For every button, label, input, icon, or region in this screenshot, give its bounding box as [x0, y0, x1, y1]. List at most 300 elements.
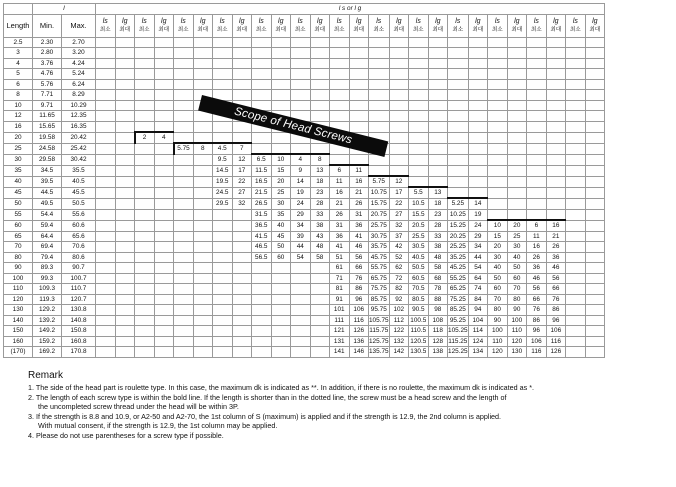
value-cell: 91: [330, 294, 350, 305]
table-row: [4, 263, 605, 274]
length-cell: 20: [4, 132, 33, 143]
sub-header-cell: [96, 14, 116, 37]
value-cell: 46.5: [252, 242, 272, 253]
value-cell: [585, 220, 605, 231]
value-cell: [585, 58, 605, 69]
value-cell: [468, 48, 488, 59]
sub-header-cell: [271, 14, 291, 37]
value-cell: [96, 187, 116, 198]
value-cell: [310, 69, 330, 80]
value-cell: 27: [232, 187, 252, 198]
table-row: [4, 79, 605, 90]
max-cell: 5.24: [62, 69, 96, 80]
value-cell: [174, 326, 194, 337]
value-cell: 38: [310, 220, 330, 231]
value-cell: 7: [232, 143, 252, 154]
value-cell: 6: [330, 165, 350, 176]
screw-length-table: [3, 3, 605, 358]
value-cell: 10.75: [369, 187, 390, 198]
value-cell: [174, 305, 194, 316]
value-cell: [448, 176, 469, 187]
value-cell: [252, 143, 272, 154]
value-cell: [252, 305, 272, 316]
value-cell: [527, 37, 547, 48]
value-cell: [213, 273, 233, 284]
value-cell: [389, 111, 409, 122]
max-cell: 160.8: [62, 336, 96, 347]
value-cell: 124: [468, 336, 488, 347]
sub-header-korean: 최대: [353, 26, 365, 33]
value-cell: 11: [349, 165, 369, 176]
value-cell: [349, 154, 369, 165]
value-cell: 40: [271, 220, 291, 231]
min-cell: 24.58: [33, 143, 62, 154]
value-cell: [585, 154, 605, 165]
sub-header-symbol: ls: [141, 17, 147, 25]
value-cell: [96, 37, 116, 48]
value-cell: [115, 132, 135, 143]
value-cell: [566, 315, 586, 326]
value-cell: [291, 90, 311, 101]
value-cell: [154, 111, 174, 122]
value-cell: 81: [330, 284, 350, 295]
value-cell: 10: [271, 154, 291, 165]
value-cell: [488, 165, 508, 176]
value-cell: 54: [291, 252, 311, 263]
value-cell: 30: [271, 198, 291, 209]
value-cell: 20: [507, 220, 527, 231]
min-cell: 5.76: [33, 79, 62, 90]
min-cell: 9.71: [33, 100, 62, 111]
value-cell: 128: [428, 336, 448, 347]
value-cell: [96, 242, 116, 253]
value-cell: [468, 111, 488, 122]
value-cell: 116: [349, 315, 369, 326]
value-cell: [154, 294, 174, 305]
length-cell: 16: [4, 121, 33, 132]
sub-header-korean: 최소: [333, 26, 345, 33]
value-cell: 100: [507, 315, 527, 326]
value-cell: [409, 69, 429, 80]
value-cell: [232, 326, 252, 337]
value-cell: 58: [310, 252, 330, 263]
value-cell: [232, 69, 252, 80]
value-cell: [115, 187, 135, 198]
max-cell: 150.8: [62, 326, 96, 337]
value-cell: [527, 90, 547, 101]
sub-header-korean: 최소: [570, 26, 581, 33]
value-cell: [115, 336, 135, 347]
value-cell: [349, 69, 369, 80]
value-cell: [115, 176, 135, 187]
min-cell: 109.3: [33, 284, 62, 295]
sub-header-symbol: lg: [396, 17, 402, 25]
max-header: Max.: [62, 14, 96, 37]
value-cell: [310, 336, 330, 347]
min-cell: 19.58: [33, 132, 62, 143]
value-cell: 16.5: [252, 176, 272, 187]
value-cell: 88: [428, 294, 448, 305]
value-cell: [135, 90, 155, 101]
value-cell: [448, 90, 469, 101]
value-cell: 41.5: [252, 231, 272, 242]
value-cell: 19: [468, 209, 488, 220]
value-cell: 21: [330, 198, 350, 209]
value-cell: [96, 273, 116, 284]
value-cell: [174, 79, 194, 90]
table-row: [4, 187, 605, 198]
value-cell: [174, 69, 194, 80]
value-cell: [213, 69, 233, 80]
value-cell: [428, 132, 448, 143]
value-cell: [252, 347, 272, 358]
table-row: [4, 326, 605, 337]
value-cell: [291, 48, 311, 59]
value-cell: [96, 48, 116, 59]
value-cell: [468, 79, 488, 90]
value-cell: [174, 90, 194, 101]
value-cell: [349, 100, 369, 111]
value-cell: [507, 209, 527, 220]
value-cell: [115, 209, 135, 220]
min-cell: 2.30: [33, 37, 62, 48]
value-cell: 21: [546, 231, 566, 242]
value-cell: [154, 143, 174, 154]
value-cell: [566, 121, 586, 132]
value-cell: [546, 187, 566, 198]
length-cell: 130: [4, 305, 33, 316]
value-cell: [96, 336, 116, 347]
value-cell: [135, 154, 155, 165]
value-cell: [546, 176, 566, 187]
value-cell: 105.75: [369, 316, 389, 324]
value-cell: [389, 58, 409, 69]
min-cell: 11.65: [33, 111, 62, 122]
value-cell: 130: [507, 347, 527, 358]
value-cell: [193, 165, 213, 176]
value-cell: [527, 48, 547, 59]
value-cell: [468, 58, 488, 69]
value-cell: [252, 336, 272, 347]
value-cell: 18: [310, 176, 330, 187]
value-cell: [330, 48, 350, 59]
value-cell: [154, 242, 174, 253]
value-cell: [174, 294, 194, 305]
value-cell: [193, 284, 213, 295]
value-cell: [271, 48, 291, 59]
value-cell: [154, 79, 174, 90]
value-cell: [527, 111, 547, 122]
value-cell: 32: [232, 198, 252, 209]
table-row: [4, 143, 605, 154]
value-cell: 60: [488, 284, 508, 295]
value-cell: 90: [488, 315, 508, 326]
value-cell: [213, 231, 233, 242]
value-cell: 39: [291, 231, 311, 242]
value-cell: [154, 347, 174, 358]
value-cell: [174, 48, 194, 59]
value-cell: 9.5: [213, 154, 233, 165]
value-cell: 100.5: [410, 316, 427, 324]
value-cell: [271, 143, 291, 154]
value-cell: 11.5: [252, 165, 272, 176]
value-cell: 111: [330, 315, 350, 326]
value-cell: [96, 154, 116, 165]
value-cell: [271, 347, 291, 358]
value-cell: [135, 294, 155, 305]
value-cell: 74: [468, 284, 488, 295]
min-cell: 49.5: [33, 198, 62, 209]
value-cell: [154, 231, 174, 242]
value-cell: [213, 336, 233, 347]
value-cell: [174, 37, 194, 48]
value-cell: [428, 143, 448, 154]
value-cell: [389, 69, 409, 80]
value-cell: [96, 58, 116, 69]
value-cell: [369, 48, 390, 59]
value-cell: [369, 121, 390, 132]
value-cell: [507, 69, 527, 80]
value-cell: [507, 79, 527, 90]
value-cell: 35.25: [448, 252, 469, 263]
value-cell: [310, 79, 330, 90]
value-cell: [135, 273, 155, 284]
value-cell: [330, 111, 350, 122]
value-cell: [252, 37, 272, 48]
value-cell: 30.75: [369, 231, 390, 242]
max-cell: 3.20: [62, 48, 96, 59]
value-cell: [507, 187, 527, 198]
table-row: [4, 347, 605, 358]
value-cell: 30.5: [409, 242, 429, 253]
value-cell: [585, 37, 605, 48]
l-header: l: [33, 4, 96, 15]
value-cell: [135, 79, 155, 90]
min-cell: 3.76: [33, 58, 62, 69]
value-cell: 4: [291, 154, 311, 165]
value-cell: [193, 336, 213, 347]
value-cell: [566, 69, 586, 80]
value-cell: [115, 198, 135, 209]
value-cell: 25.75: [369, 220, 390, 231]
value-cell: [154, 198, 174, 209]
value-cell: [115, 347, 135, 358]
value-cell: 68: [428, 273, 448, 284]
value-cell: [135, 165, 155, 176]
value-cell: 35: [271, 209, 291, 220]
value-cell: [369, 37, 390, 48]
value-cell: 122: [389, 326, 409, 337]
max-cell: 55.6: [62, 209, 96, 220]
value-cell: [271, 263, 291, 274]
value-cell: 50: [271, 242, 291, 253]
sub-header-cell: [488, 14, 508, 37]
value-cell: [310, 58, 330, 69]
min-cell: 2.80: [33, 48, 62, 59]
value-cell: [174, 220, 194, 231]
value-cell: 106: [546, 326, 566, 337]
value-cell: 114: [468, 326, 488, 337]
sub-header-symbol: ls: [376, 17, 382, 25]
value-cell: [154, 263, 174, 274]
value-cell: 102: [389, 305, 409, 316]
sub-header-cell: [291, 14, 311, 37]
value-cell: 14: [468, 198, 488, 209]
value-cell: 24.5: [213, 187, 233, 198]
sub-header-symbol: ls: [533, 17, 539, 25]
min-cell: 69.4: [33, 242, 62, 253]
value-cell: 76: [527, 305, 547, 316]
value-cell: 60: [271, 252, 291, 263]
value-cell: [507, 198, 527, 209]
value-cell: [291, 273, 311, 284]
value-cell: 29.5: [213, 198, 233, 209]
value-cell: [154, 69, 174, 80]
value-cell: [213, 326, 233, 337]
value-cell: [193, 176, 213, 187]
sub-header-symbol: lg: [200, 17, 206, 25]
value-cell: 38: [428, 242, 448, 253]
value-cell: [507, 165, 527, 176]
value-cell: [389, 121, 409, 132]
table-header-top: [4, 4, 605, 15]
value-cell: 29: [468, 231, 488, 242]
length-cell: 25: [4, 143, 33, 154]
value-cell: [135, 209, 155, 220]
value-cell: [488, 143, 508, 154]
value-cell: [566, 198, 586, 209]
sub-header-cell: [154, 14, 174, 37]
value-cell: [252, 48, 272, 59]
value-cell: [428, 154, 448, 165]
value-cell: [330, 100, 350, 111]
value-cell: [154, 187, 174, 198]
value-cell: 52: [389, 252, 409, 263]
length-cell: 150: [4, 326, 33, 337]
value-cell: [271, 326, 291, 337]
value-cell: [252, 273, 272, 284]
value-cell: 115.75: [369, 327, 389, 334]
sub-header-cell: [546, 14, 566, 37]
value-cell: 65.25: [448, 284, 469, 295]
value-cell: 10.25: [448, 209, 469, 220]
min-cell: 34.5: [33, 165, 62, 176]
length-cell: 12: [4, 111, 33, 122]
value-cell: [585, 336, 605, 347]
value-cell: [115, 273, 135, 284]
value-cell: 5.25: [448, 198, 469, 209]
length-cell: 140: [4, 315, 33, 326]
value-cell: [232, 294, 252, 305]
remark-title: Remark: [28, 370, 64, 381]
value-cell: [115, 263, 135, 274]
value-cell: [527, 132, 547, 143]
value-cell: [174, 154, 194, 165]
max-cell: 2.70: [62, 37, 96, 48]
value-cell: 141: [330, 347, 350, 358]
value-cell: [174, 121, 194, 132]
value-cell: 50.5: [409, 263, 429, 274]
min-cell: 64.4: [33, 231, 62, 242]
sub-header-cell: [389, 14, 409, 37]
value-cell: 35.75: [369, 242, 390, 253]
sub-header-symbol: ls: [572, 17, 578, 25]
max-cell: 10.29: [62, 100, 96, 111]
value-cell: 27: [389, 209, 409, 220]
value-cell: [135, 231, 155, 242]
value-cell: [566, 336, 586, 347]
length-cell: 3: [4, 48, 33, 59]
sub-header-cell: [330, 14, 350, 37]
table-row: [4, 315, 605, 326]
value-cell: 90: [507, 305, 527, 316]
value-cell: 15.5: [409, 209, 429, 220]
value-cell: [96, 165, 116, 176]
value-cell: [271, 90, 291, 101]
value-cell: [428, 58, 448, 69]
value-cell: [135, 242, 155, 253]
max-cell: 70.6: [62, 242, 96, 253]
value-cell: [154, 273, 174, 284]
value-cell: 80: [488, 305, 508, 316]
min-cell: 149.2: [33, 326, 62, 337]
value-cell: [585, 347, 605, 358]
value-cell: [115, 154, 135, 165]
value-cell: 30: [507, 242, 527, 253]
value-cell: [488, 48, 508, 59]
value-cell: [213, 284, 233, 295]
value-cell: [389, 37, 409, 48]
value-cell: [252, 263, 272, 274]
value-cell: [369, 69, 390, 80]
value-cell: 116: [527, 347, 547, 358]
sub-header-symbol: lg: [161, 17, 167, 25]
value-cell: [507, 111, 527, 122]
value-cell: [271, 69, 291, 80]
value-cell: [96, 263, 116, 274]
value-cell: 76: [546, 294, 566, 305]
value-cell: [96, 69, 116, 80]
value-cell: [507, 143, 527, 154]
value-cell: 16: [349, 176, 369, 187]
value-cell: [252, 79, 272, 90]
value-cell: [546, 154, 566, 165]
value-cell: [193, 252, 213, 263]
max-cell: 50.5: [62, 198, 96, 209]
value-cell: 126: [349, 326, 369, 337]
value-cell: [566, 326, 586, 337]
value-cell: [389, 79, 409, 90]
value-cell: 86: [546, 305, 566, 316]
value-cell: [566, 111, 586, 122]
sub-header-cell: [310, 14, 330, 37]
value-cell: [585, 263, 605, 274]
value-cell: [174, 165, 194, 176]
value-cell: [448, 58, 469, 69]
sub-header-cell: [507, 14, 527, 37]
value-cell: 96: [546, 315, 566, 326]
value-cell: [115, 79, 135, 90]
value-cell: [154, 121, 174, 132]
value-cell: [213, 209, 233, 220]
length-cell: 8: [4, 90, 33, 101]
value-cell: [566, 176, 586, 187]
value-cell: [349, 111, 369, 122]
value-cell: 76: [349, 273, 369, 284]
length-cell: 30: [4, 154, 33, 165]
value-cell: 5.75: [369, 176, 390, 187]
value-cell: [409, 132, 429, 143]
